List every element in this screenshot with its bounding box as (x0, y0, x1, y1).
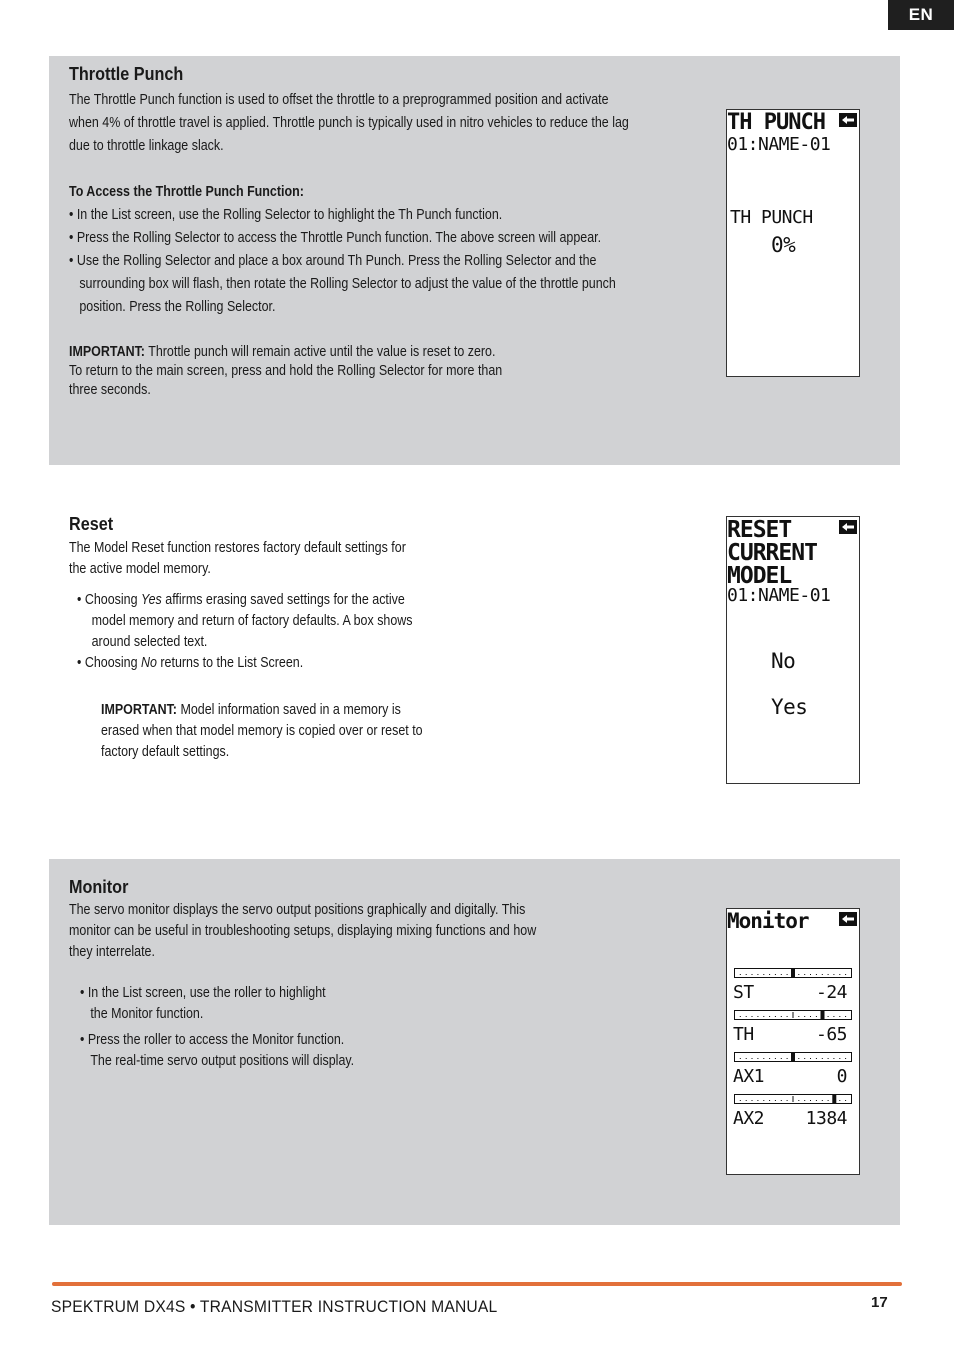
intro-line: due to throttle linkage slack. (69, 138, 224, 154)
bullet-item: • In the List screen, use the Rolling Selector to highlight the Th Punch function. (69, 207, 503, 223)
channel-name: AX1 (733, 1066, 765, 1087)
channel-value: 0 (836, 1066, 847, 1087)
intro-line: The Throttle Punch function is used to offset the throttle to a preprogrammed position and activate (69, 92, 609, 108)
th-punch-value: 0% (771, 233, 796, 257)
option-yes[interactable]: Yes (771, 695, 808, 719)
reset-intro (69, 538, 473, 580)
servo-position-indicator (832, 1095, 836, 1103)
channel-value: -24 (815, 982, 847, 1003)
bullet-item-continued: The real-time servo output positions will display. (90, 1053, 355, 1069)
th-punch-label[interactable]: TH PUNCH (730, 207, 813, 228)
monitor-intro (69, 900, 602, 963)
bullet-text: affirms erasing saved settings for the active (161, 592, 405, 608)
bullet-item: • Press the Rolling Selector to access the Throttle Punch function. The above screen will appear. (69, 230, 602, 246)
reset-important (101, 700, 505, 763)
bullet-prefix: • Choosing (77, 655, 141, 671)
important-text: Model information saved in a memory is (176, 702, 401, 718)
throttle-punch-intro (69, 89, 671, 158)
bullet-item-continued: position. Press the Rolling Selector. (79, 299, 276, 315)
channel-name: TH (733, 1024, 754, 1045)
servo-position-indicator (791, 1053, 795, 1061)
intro-line: The Model Reset function restores factory default settings for (69, 540, 406, 556)
screen-title: Monitor (727, 909, 809, 933)
model-name: 01:NAME-01 (727, 585, 831, 606)
intro-line: when 4% of throttle travel is applied. Throttle punch is typically used in nitro vehicles to reduce the lag (69, 115, 629, 131)
important-label: IMPORTANT: (101, 702, 177, 718)
monitor-bullets (80, 983, 441, 1072)
channel-name: ST (733, 982, 754, 1003)
servo-position-bar (734, 1052, 852, 1062)
screen-title-line: RESET (727, 517, 792, 543)
throttle-punch-section (49, 56, 900, 465)
servo-position-bar (734, 1010, 852, 1020)
back-icon (839, 113, 857, 127)
throttle-punch-access (69, 181, 671, 319)
language-tab: EN (888, 0, 954, 30)
bullet-item-continued: around selected text. (91, 634, 208, 650)
page-number: 17 (871, 1294, 888, 1311)
important-line: three seconds. (69, 382, 151, 398)
bullet-item-continued: surrounding box will flash, then rotate the Rolling Selector to adjust the value of the throttle punch (79, 276, 616, 292)
throttle-punch-heading: Throttle Punch (69, 64, 184, 84)
servo-position-indicator (791, 969, 795, 977)
screen-title-line: CURRENT (727, 540, 817, 566)
th-punch-screen (726, 109, 860, 377)
access-heading: To Access the Throttle Punch Function: (69, 184, 304, 200)
screen-title-line: MODEL (727, 563, 792, 589)
bullet-item: • Use the Rolling Selector and place a box around Th Punch. Press the Rolling Selector and the (69, 253, 597, 269)
servo-position-bar (734, 968, 852, 978)
important-text: Throttle punch will remain active until the value is reset to zero. (144, 344, 496, 360)
monitor-section (49, 859, 900, 1225)
monitor-screen (726, 908, 860, 1175)
footer-title: SPEKTRUM DX4S • TRANSMITTER INSTRUCTION MANUAL (51, 1297, 498, 1316)
servo-position-bar (734, 1094, 852, 1104)
bullet-text: returns to the List Screen. (156, 655, 304, 671)
intro-line: the active model memory. (69, 561, 211, 577)
bullet-item: • In the List screen, use the roller to highlight (80, 985, 326, 1001)
yes-emphasis: Yes (140, 592, 162, 608)
reset-section (49, 500, 900, 820)
intro-line: they interrelate. (69, 944, 155, 960)
reset-screen (726, 516, 860, 784)
bullet-item: • Press the roller to access the Monitor function. (80, 1032, 345, 1048)
model-name: 01:NAME-01 (727, 134, 831, 155)
monitor-heading: Monitor (69, 877, 129, 897)
footer-divider (52, 1282, 902, 1286)
reset-bullets (77, 590, 481, 674)
intro-line: The servo monitor displays the servo output positions graphically and digitally. This (69, 902, 526, 918)
bullet-item-continued: the Monitor function. (90, 1006, 204, 1022)
no-emphasis: No (140, 655, 157, 671)
important-line: factory default settings. (101, 744, 230, 760)
servo-position-indicator (821, 1011, 825, 1019)
back-icon (839, 912, 857, 926)
throttle-punch-important (69, 343, 602, 400)
intro-line: monitor can be useful in troubleshooting setups, displaying mixing functions and how (69, 923, 537, 939)
bullet-prefix: • Choosing (77, 592, 141, 608)
screen-title: TH PUNCH (727, 110, 825, 135)
option-no[interactable]: No (771, 649, 796, 673)
channel-name: AX2 (733, 1108, 765, 1129)
reset-heading: Reset (69, 514, 114, 534)
back-icon (839, 520, 857, 534)
channel-value: -65 (815, 1024, 847, 1045)
important-line: erased when that model memory is copied over or reset to (101, 723, 423, 739)
important-line: To return to the main screen, press and hold the Rolling Selector for more than (69, 363, 503, 379)
bullet-item-continued: model memory and return of factory defaults. A box shows (91, 613, 413, 629)
channel-value: 1384 (805, 1108, 847, 1129)
important-label: IMPORTANT: (69, 344, 145, 360)
